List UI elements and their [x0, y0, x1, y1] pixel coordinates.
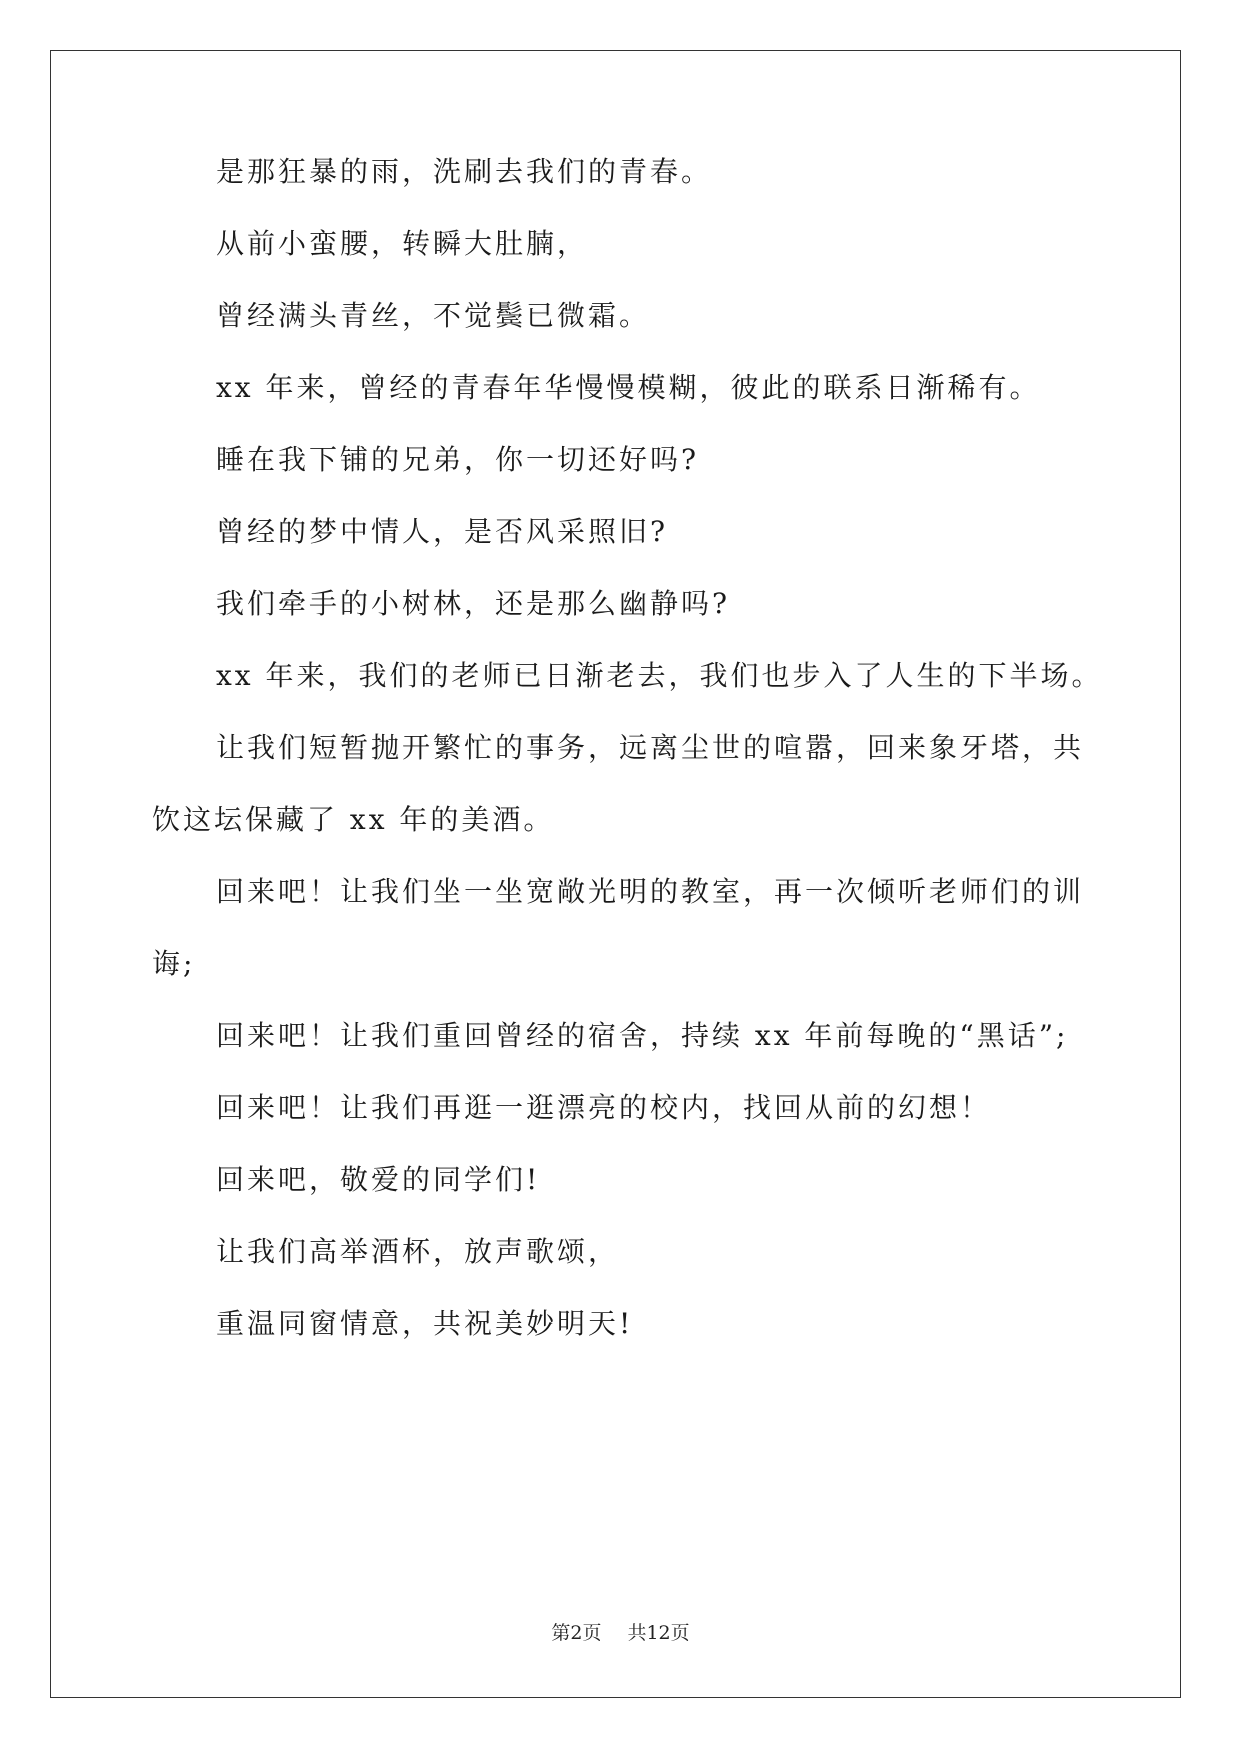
text-line: 睡在我下铺的兄弟，你一切还好吗? [216, 443, 700, 476]
text-line: 回来吧！让我们再逛一逛漂亮的校内，找回从前的幻想！ [216, 1091, 992, 1124]
text-line: 回来吧！让我们坐一坐宽敞光明的教室，再一次倾听老师们的训 [216, 875, 1085, 908]
text-line: 回来吧！让我们重回曾经的宿舍，持续 xx 年前每晚的“黑话”; [216, 1019, 1069, 1052]
text-line: 重温同窗情意，共祝美妙明天! [216, 1307, 634, 1340]
page-footer [0, 1618, 1241, 1645]
text-line: 我们牵手的小树林，还是那么幽静吗? [216, 587, 731, 620]
text-line: 是那狂暴的雨，洗刷去我们的青春。 [216, 155, 713, 188]
text-line: 饮这坛保藏了 xx 年的美酒。 [152, 803, 555, 836]
total-page-count: 共12页 [627, 1622, 690, 1644]
text-line: 从前小蛮腰，转瞬大肚腩， [216, 227, 589, 260]
text-line: xx 年来，我们的老师已日渐老去，我们也步入了人生的下半场。 [216, 659, 1103, 692]
text-line: 让我们短暂抛开繁忙的事务，远离尘世的喧嚣，回来象牙塔，共 [216, 731, 1085, 764]
text-line: 让我们高举酒杯，放声歌颂， [216, 1235, 620, 1268]
text-line: 曾经的梦中情人，是否风采照旧? [216, 515, 669, 548]
text-line: 曾经满头青丝，不觉鬓已微霜。 [216, 299, 651, 332]
current-page-number: 第2页 [551, 1622, 602, 1644]
text-line: 诲; [152, 947, 196, 980]
text-line: 回来吧，敬爱的同学们! [216, 1163, 541, 1196]
text-line: xx 年来，曾经的青春年华慢慢模糊，彼此的联系日渐稀有。 [216, 371, 1041, 404]
